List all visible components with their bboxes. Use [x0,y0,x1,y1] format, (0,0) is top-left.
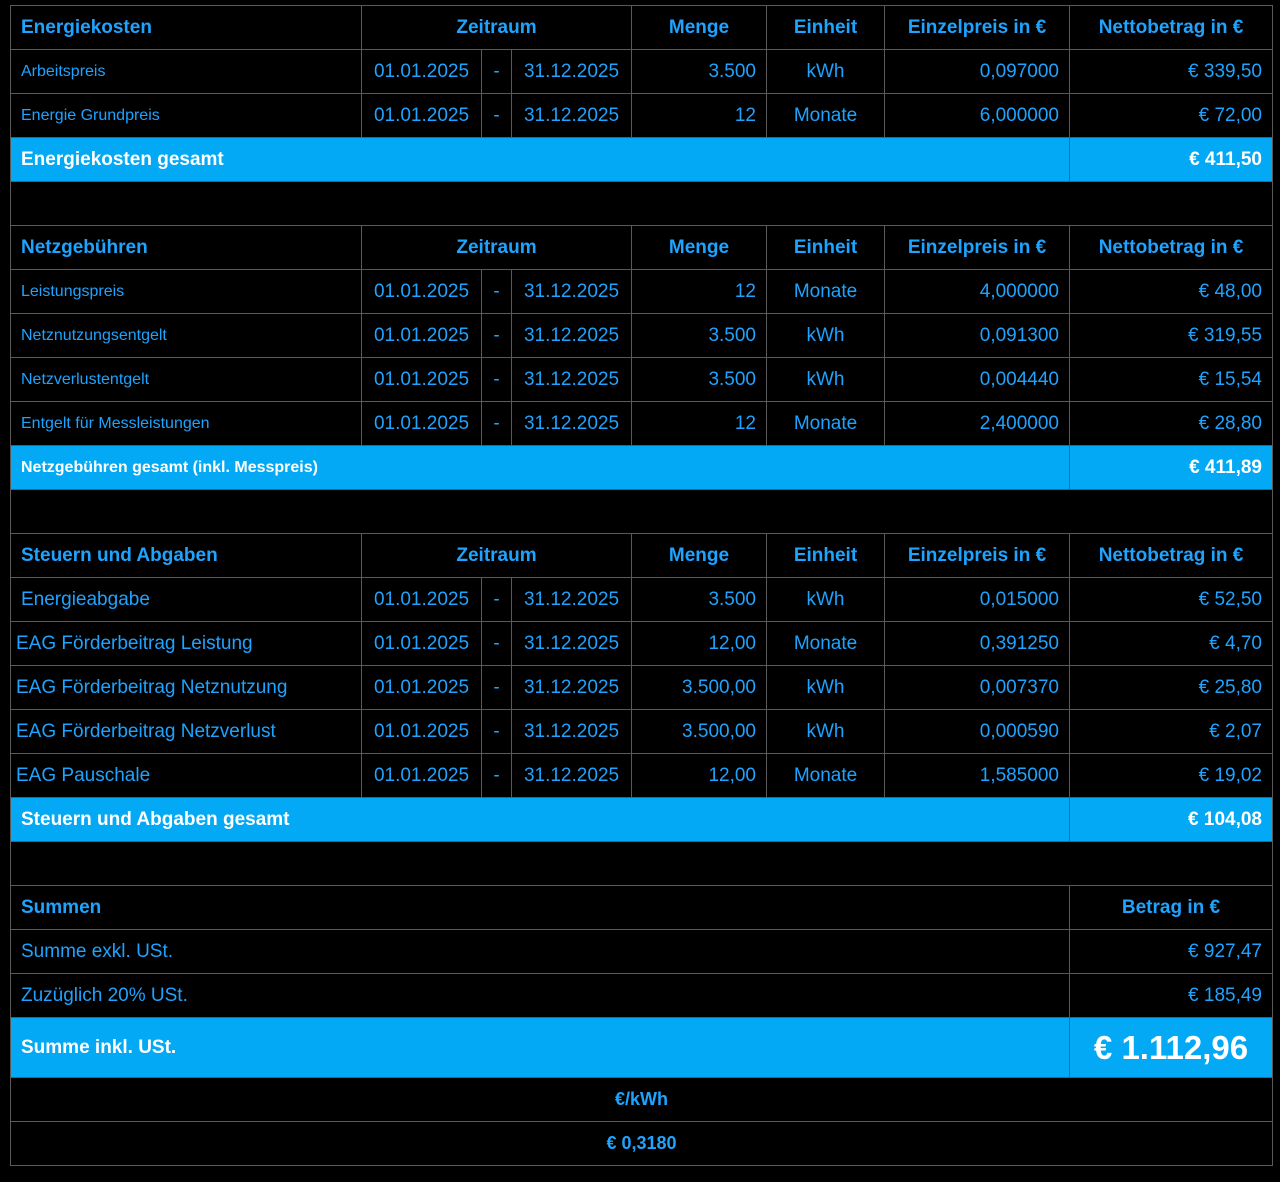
date-from: 01.01.2025 [362,94,482,138]
energie-section-title: Energiekosten [11,6,362,50]
date-to: 31.12.2025 [512,94,632,138]
row-label: EAG Förderbeitrag Netznutzung [11,666,362,710]
unit: Monate [767,270,885,314]
date-from: 01.01.2025 [362,358,482,402]
table-row [11,358,1273,402]
date-from: 01.01.2025 [362,754,482,798]
date-from: 01.01.2025 [362,578,482,622]
row-label: Netzverlustentgelt [11,358,362,402]
table-row [11,622,1273,666]
net-amount: € 52,50 [1070,578,1273,622]
unit: kWh [767,314,885,358]
date-separator: - [482,270,512,314]
col-einzelpreis: Einzelpreis in € [885,534,1070,578]
row-label: Arbeitspreis [11,50,362,94]
col-einheit: Einheit [767,534,885,578]
summe-exkl-value: € 927,47 [1070,930,1273,974]
steuern-total-label: Steuern und Abgaben gesamt [11,798,1070,842]
date-to: 31.12.2025 [512,754,632,798]
unit-price: 0,391250 [885,622,1070,666]
date-separator: - [482,710,512,754]
quantity: 3.500 [632,50,767,94]
summen-ust-row [11,974,1273,1018]
unit-price: 0,007370 [885,666,1070,710]
col-nettobetrag: Nettobetrag in € [1070,226,1273,270]
table-row [11,50,1273,94]
spacer-row [11,842,1273,886]
net-amount: € 19,02 [1070,754,1273,798]
col-menge: Menge [632,6,767,50]
table-row [11,402,1273,446]
date-separator: - [482,402,512,446]
col-menge: Menge [632,534,767,578]
per-kwh-value: € 0,3180 [11,1122,1273,1166]
date-to: 31.12.2025 [512,578,632,622]
unit: kWh [767,710,885,754]
col-einzelpreis: Einzelpreis in € [885,6,1070,50]
col-zeitraum: Zeitraum [362,226,632,270]
table-row [11,270,1273,314]
unit-price: 4,000000 [885,270,1070,314]
netz-total-label: Netzgebühren gesamt (inkl. Messpreis) [11,446,1070,490]
table-row [11,710,1273,754]
quantity: 3.500,00 [632,666,767,710]
unit: kWh [767,50,885,94]
ust-label: Zuzüglich 20% USt. [11,974,1070,1018]
col-nettobetrag: Nettobetrag in € [1070,534,1273,578]
energie-total-value: € 411,50 [1070,138,1273,182]
unit-price: 0,091300 [885,314,1070,358]
date-from: 01.01.2025 [362,402,482,446]
date-separator: - [482,50,512,94]
col-zeitraum: Zeitraum [362,534,632,578]
row-label: EAG Förderbeitrag Netzverlust [11,710,362,754]
col-einheit: Einheit [767,226,885,270]
col-einzelpreis: Einzelpreis in € [885,226,1070,270]
per-kwh-header-row [11,1078,1273,1122]
date-to: 31.12.2025 [512,710,632,754]
date-from: 01.01.2025 [362,50,482,94]
spacer-cell [11,182,1273,226]
unit: Monate [767,402,885,446]
row-label: Netznutzungsentgelt [11,314,362,358]
date-separator: - [482,578,512,622]
unit: kWh [767,578,885,622]
col-menge: Menge [632,226,767,270]
summe-inkl-value: € 1.112,96 [1070,1018,1273,1078]
quantity: 12 [632,94,767,138]
net-amount: € 48,00 [1070,270,1273,314]
date-separator: - [482,666,512,710]
net-amount: € 15,54 [1070,358,1273,402]
billing-table-container [10,5,1272,1166]
row-label: EAG Pauschale [11,754,362,798]
netz-header-row [11,226,1273,270]
unit-price: 0,097000 [885,50,1070,94]
net-amount: € 319,55 [1070,314,1273,358]
summen-exkl-row [11,930,1273,974]
date-to: 31.12.2025 [512,50,632,94]
date-from: 01.01.2025 [362,710,482,754]
energie-header-row [11,6,1273,50]
table-row [11,666,1273,710]
unit: Monate [767,622,885,666]
row-label: Entgelt für Messleistungen [11,402,362,446]
unit: kWh [767,358,885,402]
date-from: 01.01.2025 [362,622,482,666]
net-amount: € 4,70 [1070,622,1273,666]
row-label: Energieabgabe [11,578,362,622]
date-to: 31.12.2025 [512,358,632,402]
spacer-cell [11,490,1273,534]
unit-price: 0,004440 [885,358,1070,402]
net-amount: € 339,50 [1070,50,1273,94]
netz-total-row [11,446,1273,490]
unit-price: 2,400000 [885,402,1070,446]
quantity: 3.500,00 [632,710,767,754]
date-from: 01.01.2025 [362,666,482,710]
steuern-section-title: Steuern und Abgaben [11,534,362,578]
net-amount: € 72,00 [1070,94,1273,138]
date-to: 31.12.2025 [512,402,632,446]
energie-total-label: Energiekosten gesamt [11,138,1070,182]
date-to: 31.12.2025 [512,270,632,314]
date-from: 01.01.2025 [362,270,482,314]
date-to: 31.12.2025 [512,622,632,666]
net-amount: € 25,80 [1070,666,1273,710]
table-row [11,578,1273,622]
date-separator: - [482,94,512,138]
date-separator: - [482,358,512,402]
row-label: Energie Grundpreis [11,94,362,138]
date-to: 31.12.2025 [512,666,632,710]
unit-price: 6,000000 [885,94,1070,138]
summen-header-row [11,886,1273,930]
table-row [11,94,1273,138]
billing-table [10,5,1273,1166]
unit: kWh [767,666,885,710]
row-label: Leistungspreis [11,270,362,314]
table-row [11,314,1273,358]
netz-total-value: € 411,89 [1070,446,1273,490]
quantity: 12,00 [632,622,767,666]
table-row [11,754,1273,798]
col-einheit: Einheit [767,6,885,50]
per-kwh-label: €/kWh [11,1078,1273,1122]
steuern-header-row [11,534,1273,578]
quantity: 3.500 [632,358,767,402]
date-separator: - [482,754,512,798]
spacer-row [11,490,1273,534]
steuern-total-row [11,798,1273,842]
per-kwh-value-row [11,1122,1273,1166]
date-from: 01.01.2025 [362,314,482,358]
summen-section-title: Summen [11,886,1070,930]
unit-price: 0,000590 [885,710,1070,754]
net-amount: € 28,80 [1070,402,1273,446]
quantity: 3.500 [632,578,767,622]
energie-total-row [11,138,1273,182]
summen-inkl-row [11,1018,1273,1078]
steuern-total-value: € 104,08 [1070,798,1273,842]
col-nettobetrag: Nettobetrag in € [1070,6,1273,50]
date-to: 31.12.2025 [512,314,632,358]
quantity: 3.500 [632,314,767,358]
spacer-cell [11,842,1273,886]
ust-value: € 185,49 [1070,974,1273,1018]
unit: Monate [767,754,885,798]
net-amount: € 2,07 [1070,710,1273,754]
quantity: 12,00 [632,754,767,798]
quantity: 12 [632,270,767,314]
col-zeitraum: Zeitraum [362,6,632,50]
date-separator: - [482,314,512,358]
summe-inkl-label: Summe inkl. USt. [11,1018,1070,1078]
quantity: 12 [632,402,767,446]
unit: Monate [767,94,885,138]
date-separator: - [482,622,512,666]
row-label: EAG Förderbeitrag Leistung [11,622,362,666]
summe-exkl-label: Summe exkl. USt. [11,930,1070,974]
unit-price: 1,585000 [885,754,1070,798]
unit-price: 0,015000 [885,578,1070,622]
spacer-row [11,182,1273,226]
netz-section-title: Netzgebühren [11,226,362,270]
col-betrag: Betrag in € [1070,886,1273,930]
